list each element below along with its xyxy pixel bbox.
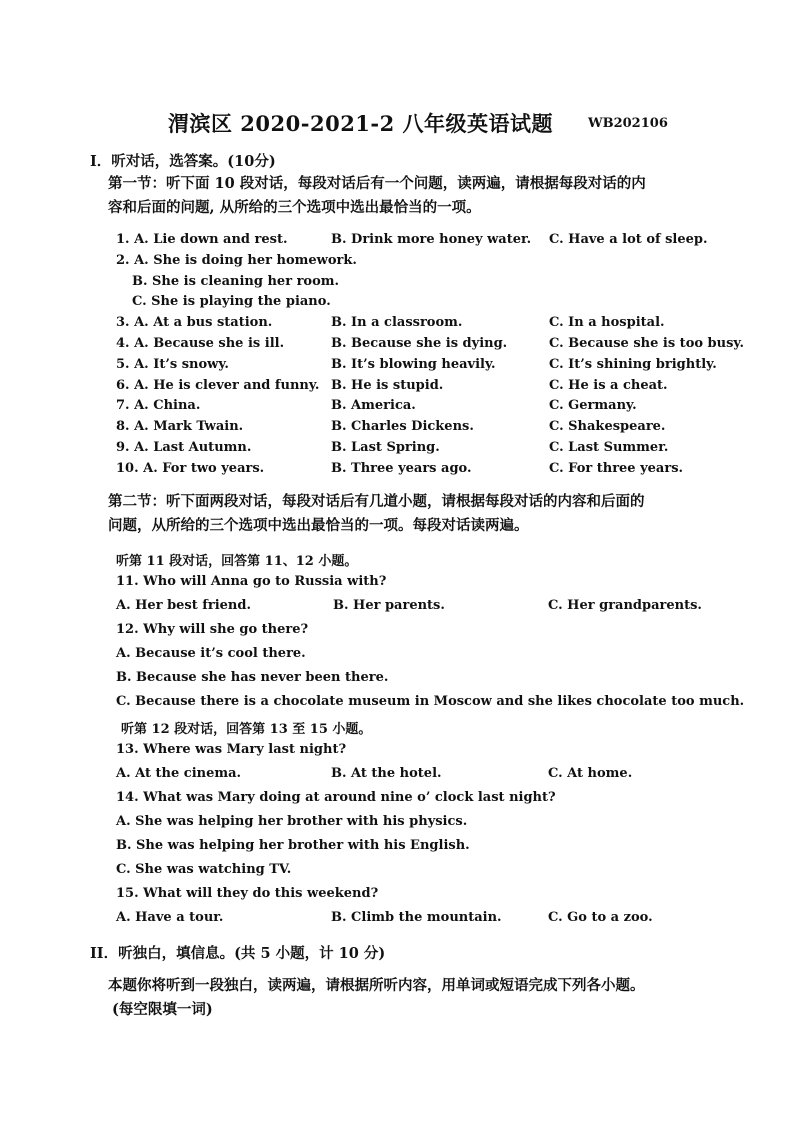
q5-option-a: 5. A. It’s snowy.: [116, 357, 229, 372]
q15-question: 15. What will they do this weekend?: [116, 886, 379, 901]
q7-option-c: C. Germany.: [549, 398, 637, 413]
q11-option-c: C. Her grandparents.: [548, 598, 702, 613]
q2-option-a: 2. A. She is doing her homework.: [116, 253, 357, 268]
q9-option-a: 9. A. Last Autumn.: [116, 440, 252, 455]
page-title: 渭滨区 2020-2021-2 八年级英语试题: [168, 111, 554, 136]
q11-option-a: A. Her best friend.: [116, 598, 251, 613]
q10-option-a: 10. A. For two years.: [116, 461, 265, 476]
part2-heading: II．听独白，填信息。(共 5 小题，计 10 分): [90, 945, 386, 962]
q6-option-b: B. He is stupid.: [331, 378, 444, 393]
dialog-11-instruction: 听第 11 段对话，回答第 11、12 小题。: [116, 554, 358, 569]
q14-option-c: C. She was watching TV.: [116, 862, 292, 877]
q15-option-c: C. Go to a zoo.: [548, 910, 653, 925]
q7-option-a: 7. A. China.: [116, 398, 201, 413]
q14-option-b: B. She was helping her brother with his English.: [116, 838, 470, 853]
q9-option-c: C. Last Summer.: [549, 440, 669, 455]
q3-option-a: 3. A. At a bus station.: [116, 315, 273, 330]
q11-question: 11. Who will Anna go to Russia with?: [116, 574, 387, 589]
q1-option-a: 1. A. Lie down and rest.: [116, 232, 288, 247]
q6-option-c: C. He is a cheat.: [549, 378, 668, 393]
exam-code: WB202106: [588, 116, 668, 131]
q12-option-a: A. Because it’s cool there.: [116, 646, 306, 661]
section2-instruction-line1: 第二节：听下面两段对话，每段对话后有几道小题，请根据每段对话的内容和后面的: [108, 493, 645, 510]
q12-option-b: B. Because she has never been there.: [116, 670, 389, 685]
q3-option-c: C. In a hospital.: [549, 315, 665, 330]
q12-question: 12. Why will she go there?: [116, 622, 309, 637]
q4-option-a: 4. A. Because she is ill.: [116, 336, 285, 351]
q11-option-b: B. Her parents.: [333, 598, 445, 613]
section1-instruction-line1: 第一节：听下面 10 段对话，每段对话后有一个问题，读两遍，请根据每段对话的内: [108, 175, 646, 192]
q14-option-a: A. She was helping her brother with his physics.: [116, 814, 468, 829]
q3-option-b: B. In a classroom.: [331, 315, 463, 330]
q8-option-a: 8. A. Mark Twain.: [116, 419, 244, 434]
q4-option-b: B. Because she is dying.: [331, 336, 508, 351]
q10-option-b: B. Three years ago.: [331, 461, 472, 476]
q15-option-a: A. Have a tour.: [116, 910, 224, 925]
q13-option-c: C. At home.: [548, 766, 633, 781]
q8-option-b: B. Charles Dickens.: [331, 419, 474, 434]
q2-option-c: C. She is playing the piano.: [132, 294, 331, 309]
q4-option-c: C. Because she is too busy.: [549, 336, 745, 351]
section1-instruction-line2: 容和后面的问题, 从所给的三个选项中选出最恰当的一项。: [108, 199, 481, 216]
q13-question: 13. Where was Mary last night?: [116, 742, 347, 757]
q2-option-b: B. She is cleaning her room.: [132, 274, 340, 289]
part1-heading: I．听对话，选答案。(10分): [90, 153, 276, 170]
q12-option-c: C. Because there is a chocolate museum in Moscow and she likes chocolate too much.: [116, 694, 745, 709]
q5-option-c: C. It’s shining brightly.: [549, 357, 717, 372]
q8-option-c: C. Shakespeare.: [549, 419, 666, 434]
dialog-12-instruction: 听第 12 段对话，回答第 13 至 15 小题。: [121, 722, 372, 737]
q13-option-b: B. At the hotel.: [331, 766, 442, 781]
q13-option-a: A. At the cinema.: [116, 766, 242, 781]
q14-question: 14. What was Mary doing at around nine o’ clock last night?: [116, 790, 556, 805]
q5-option-b: B. It’s blowing heavily.: [331, 357, 496, 372]
q7-option-b: B. America.: [331, 398, 416, 413]
part2-instruction-line2: (每空限填一词): [112, 1001, 213, 1018]
part2-instruction-line1: 本题你将听到一段独白，读两遍，请根据所听内容，用单词或短语完成下列各小题。: [108, 977, 645, 994]
q15-option-b: B. Climb the mountain.: [331, 910, 502, 925]
q6-option-a: 6. A. He is clever and funny.: [116, 378, 320, 393]
q1-option-c: C. Have a lot of sleep.: [549, 232, 708, 247]
q1-option-b: B. Drink more honey water.: [331, 232, 532, 247]
q10-option-c: C. For three years.: [549, 461, 684, 476]
section2-instruction-line2: 问题，从所给的三个选项中选出最恰当的一项。每段对话读两遍。: [108, 517, 529, 534]
q9-option-b: B. Last Spring.: [331, 440, 440, 455]
